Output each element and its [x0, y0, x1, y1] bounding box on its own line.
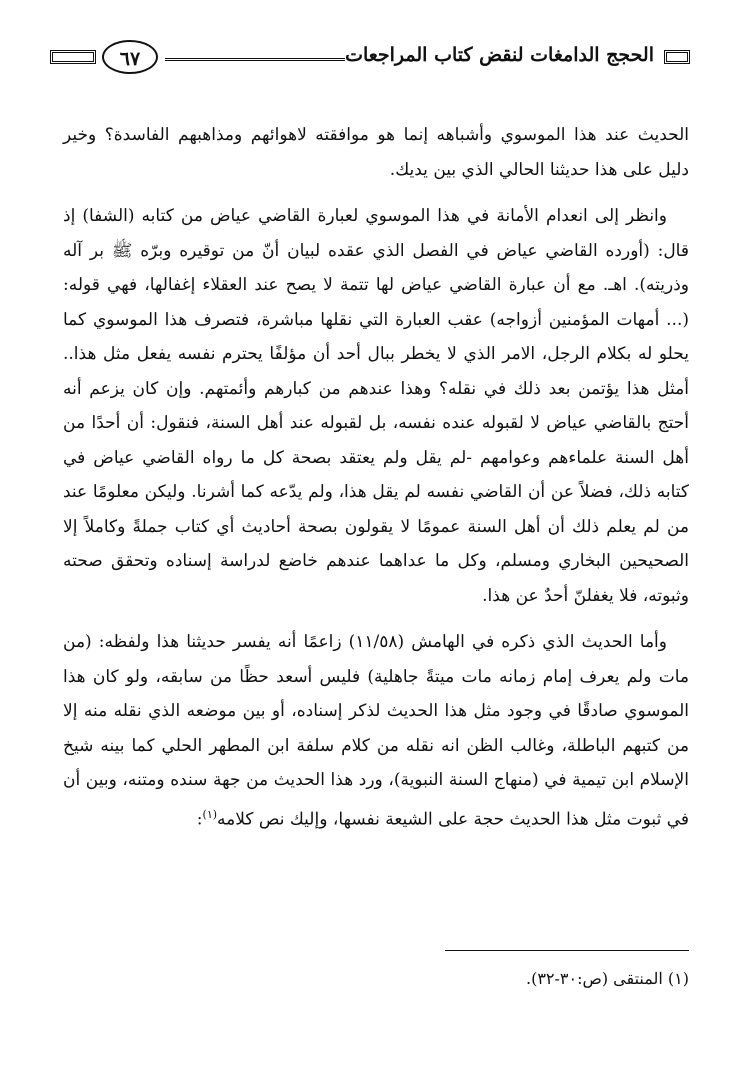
page-number: ٦٧ — [102, 40, 158, 74]
footnote-divider — [445, 950, 689, 951]
header-rule — [165, 58, 345, 61]
paragraph-3-colon: : — [196, 809, 203, 830]
paragraph-1: الحديث عند هذا الموسوي وأشباهه إنما هو موافقته لاهوائهم ومذاهبهم الفاسدة؟ وخير دليل على هذا حديثنا الحالي الذي بين يديك. — [63, 125, 689, 180]
footnote-ref[interactable]: (١) — [202, 807, 218, 821]
paragraph-3 — [63, 625, 689, 837]
paragraph-3-text: وأما الحديث الذي ذكره في الهامش (١١/٥٨) زاعمًا أنه يفسر حديثنا هذا ولفظه: (من مات ولم يعرف إمام زمانه مات ميتةً جاهلية) فليس أسعد حظًا من سابقه، ولو كان هذا الموسوي صادقًا في وجود مثل هذا الحديث لذكر إسناده، أو بين موضعه الذي نقله منه إلا من كتبهم الباطلة، وغالب الظن انه نقله من كلام سلفة ابن المطهر الحلي كما بينه شيخ الإسلام ابن تيمية في (منهاج السنة النبوية)، ورد هذا الحديث من جهة سنده ومتنه، وبين أن في ثبوت مثل هذا الحديث حجة على الشيعة نفسها، وإليك نص كلامه — [63, 632, 689, 830]
running-header — [50, 38, 690, 84]
body-text — [63, 118, 689, 849]
running-title: الحجج الدامغات لنقض كتاب المراجعات — [345, 44, 654, 66]
footnote: (١) المنتقى (ص:٣٠-٣٢). — [526, 969, 689, 988]
ornament-left-icon — [50, 50, 96, 64]
paragraph-2: وانظر إلى انعدام الأمانة في هذا الموسوي لعبارة القاضي عياض من كتابه (الشفا) إذ قال: (أورده القاضي عياض في الفصل الذي عقده لبيان أنّ من توقيره وبرّه ﷺ بر آله وذريته). اهـ. مع أن عبارة القاضي عياض لها تتمة لا يصح عند العقلاء إغفالها، فهي قوله: (... أمهات المؤمنين أزواجه) عقب العبارة التي نقلها مباشرة، فتصرف هذا الموسوي كما يحلو له بكلام الرجل، الامر الذي لا يخطر ببال أحد أن مؤلفًا يحترم نفسه يفعل مثل هذا.. أمثل هذا يؤتمن بعد ذلك في نقله؟ وهذا عندهم من كبارهم وأئمتهم. وإن كان يزعم أنه أحتج بالقاضي عياض لا لقبوله عنده نفسه، بل لقبوله عند أهل السنة، فنقول: أن أحدًا من أهل السنة علماءهم وعوامهم -لم يقل ولم يعتقد بصحة كل ما رواه القاضي عياض في كتابه ذلك، فضلاً عن أن القاضي نفسه لم يقل هذا، ولم يدّعه كما أشرنا. وليكن معلومًا عند من لم يعلم ذلك أن أهل السنة عمومًا لا يقولون بصحة أحاديث أي كتاب جملةً وكاملاً إلا الصحيحين البخاري ومسلم، وكل ما عداهما عندهم خاضع لدراسة إسناده وتحقق صحته وثبوته، فلا يغفلنّ أحدٌ عن هذا. — [63, 206, 689, 606]
ornament-right-icon — [664, 50, 690, 64]
